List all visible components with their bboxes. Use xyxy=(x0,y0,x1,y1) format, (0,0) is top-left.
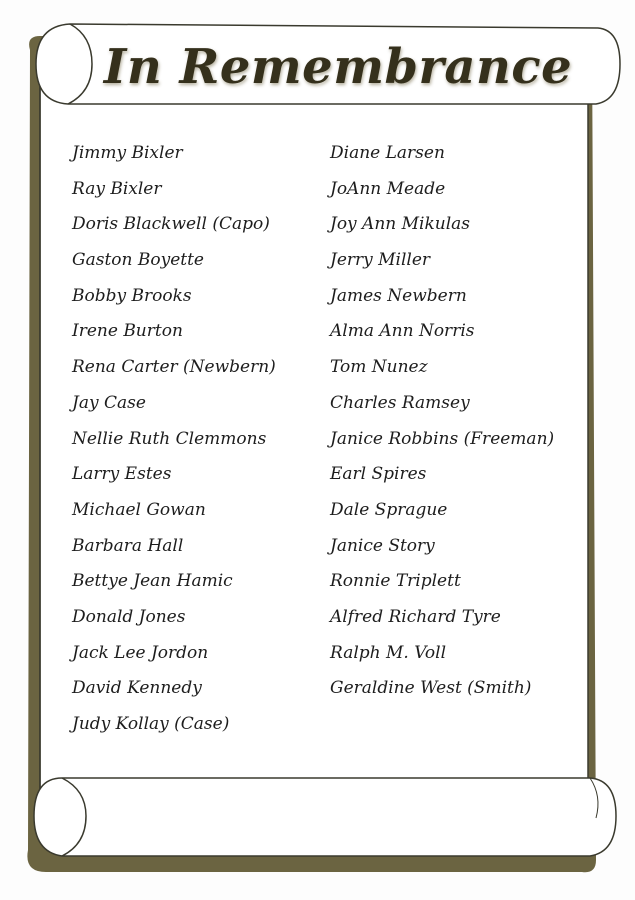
scroll-bottom-roll xyxy=(34,778,616,856)
name-entry: Geraldine West (Smith) xyxy=(330,678,532,699)
name-entry: Jay Case xyxy=(72,392,146,413)
name-entry: Earl Spires xyxy=(330,464,427,485)
name-entry: Janice Robbins (Freeman) xyxy=(330,428,555,449)
name-entry: Ralph M. Voll xyxy=(330,642,447,663)
name-entry: Jimmy Bixler xyxy=(72,143,183,163)
name-entry: Bettye Jean Hamic xyxy=(72,571,233,592)
name-entry: Rena Carter (Newbern) xyxy=(72,357,276,378)
name-entry: David Kennedy xyxy=(72,678,202,699)
name-entry: Irene Burton xyxy=(72,321,183,342)
name-entry: Bobby Brooks xyxy=(72,285,192,306)
name-entry: Gaston Boyette xyxy=(72,250,204,271)
name-entry: Donald Jones xyxy=(72,606,186,627)
name-entry: James Newbern xyxy=(330,285,467,306)
name-entry: Jack Lee Jordon xyxy=(72,642,209,663)
name-entry: Barbara Hall xyxy=(72,535,184,556)
name-entry: Jerry Miller xyxy=(330,250,431,271)
name-entry: Nellie Ruth Clemmons xyxy=(72,428,267,449)
name-entry: Diane Larsen xyxy=(330,143,445,163)
name-entry: Doris Blackwell (Capo) xyxy=(72,214,270,235)
name-entry: Dale Sprague xyxy=(330,499,448,520)
name-entry: Judy Kollay (Case) xyxy=(72,714,230,734)
name-entry: Ronnie Triplett xyxy=(330,571,461,592)
name-entry: Ray Bixler xyxy=(72,178,162,199)
name-entry: Charles Ramsey xyxy=(330,392,470,413)
name-entry: Janice Story xyxy=(330,535,435,556)
names-column-left xyxy=(72,140,276,747)
name-entry: Larry Estes xyxy=(72,464,172,485)
name-entry: Alfred Richard Tyre xyxy=(330,606,501,627)
name-entry: JoAnn Meade xyxy=(330,178,446,199)
name-entry: Michael Gowan xyxy=(72,499,206,520)
name-entry: Tom Nunez xyxy=(330,357,428,378)
name-entry: Alma Ann Norris xyxy=(330,321,475,342)
name-entry: Joy Ann Mikulas xyxy=(330,214,471,235)
names-column-right xyxy=(330,140,554,711)
page-title: In Remembrance xyxy=(103,39,573,95)
